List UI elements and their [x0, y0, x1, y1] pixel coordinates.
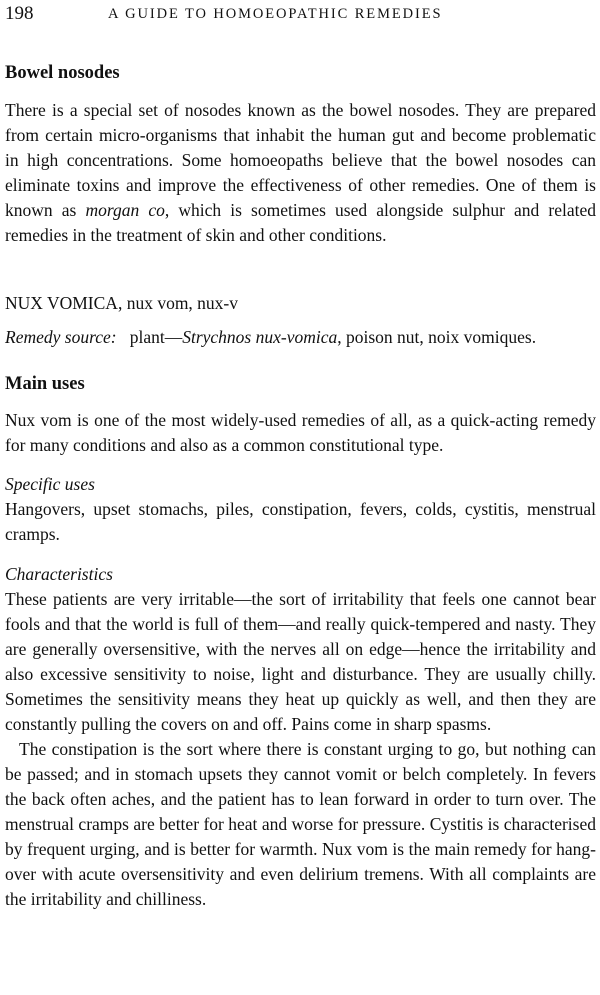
remedy-source [5, 325, 596, 350]
remedy-source-species: Strychnos nux-vomica [182, 327, 338, 347]
page-number: 198 [5, 3, 34, 24]
specific-uses-paragraph: Hangovers, upset stomachs, piles, constipation, fevers, colds, cystitis, menstrual cramps. [5, 499, 596, 544]
remedy-title: NUX VOMICA, nux vom, nux-v [5, 293, 239, 313]
morgan-co-term: morgan co [85, 200, 165, 220]
running-head [5, 2, 596, 28]
bowel-nosodes-text-end: , which is sometimes used alongside sulphur and related remedies in the treatment of skin and other conditions. [5, 200, 596, 245]
bowel-nosodes-heading: Bowel nosodes [5, 63, 120, 83]
bowel-nosodes-paragraph [5, 98, 596, 248]
main-uses-heading: Main uses [5, 374, 85, 394]
bowel-nosodes-text: There is a special set of nosodes known as the bowel nosodes. They are prepared from certain micro-organisms that inhabit the human gut and become problematic in high concentrations. Some homoeopaths believe that the bowel nosodes can eliminate toxins and improve the effectiveness of other remedies. One of them is known as [5, 100, 596, 220]
main-uses-paragraph: Nux vom is one of the most widely-used remedies of all, as a quick-acting remedy for many conditions and also as a common constitutional type. [5, 410, 596, 455]
specific-uses-heading: Specific uses [5, 474, 95, 494]
remedy-source-text: plant— [129, 327, 183, 347]
characteristics-paragraph-2: The constipation is the sort where there is constant urging to go, but nothing can be passed; and in stomach upsets they cannot vomit or belch completely. In fevers the back often aches, and the patient has to lean forward in order to turn over. The menstrual cramps are better for heat and worse for pressure. Cystitis is characterised by frequent urging, and is better for warmth. Nux vom is the main remedy for hang-over with acute oversensitivity and even delirium tremens. With all complaints are the irritability and chilliness. [5, 739, 596, 909]
running-title: A GUIDE TO HOMOEOPATHIC REMEDIES [108, 6, 443, 22]
characteristics-heading: Characteristics [5, 564, 113, 584]
characteristics-paragraph-1: These patients are very irritable—the sort of irritability that feels one cannot bear fools and that the world is full of them—and really quick-tempered and nasty. They are generally oversensitive, with the nerves all on edge—hence the irritability and also excessive sensitivity to noise, light and disturbance. They are usually chilly. Sometimes the sensitivity means they heat up quickly as well, and then they are constantly pulling the covers on and off. Pains come in sharp spasms. [5, 589, 596, 734]
book-page [5, 0, 596, 912]
remedy-source-text-end: , poison nut, noix vomiques. [337, 327, 537, 347]
remedy-source-label: Remedy source: [5, 327, 117, 347]
